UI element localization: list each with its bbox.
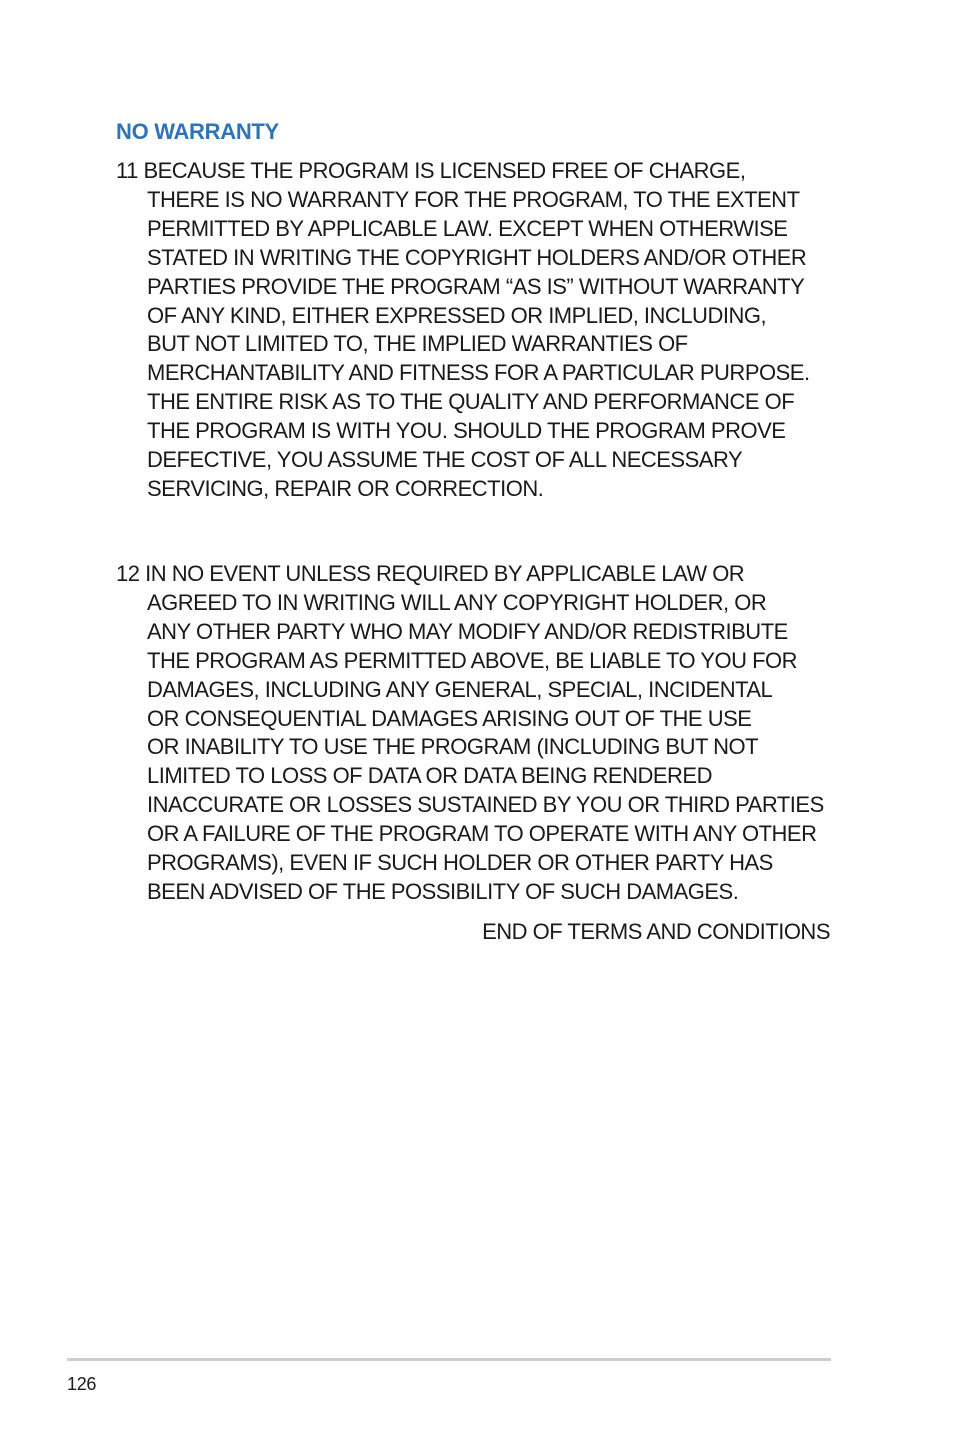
clause-line: BUT NOT LIMITED TO, THE IMPLIED WARRANTIES OF (147, 331, 688, 357)
clause-line: PROGRAMS), EVEN IF SUCH HOLDER OR OTHER PARTY HAS (147, 850, 773, 876)
section-heading: NO WARRANTY (116, 119, 279, 144)
footer-divider (67, 1358, 831, 1361)
clause-line: LIMITED TO LOSS OF DATA OR DATA BEING RENDERED (147, 763, 712, 789)
clause-line: THE PROGRAM IS WITH YOU. SHOULD THE PROGRAM PROVE (147, 418, 786, 444)
clause-line: ANY OTHER PARTY WHO MAY MODIFY AND/OR REDISTRIBUTE (147, 618, 788, 644)
clause-line: AGREED TO IN WRITING WILL ANY COPYRIGHT HOLDER, OR (147, 589, 767, 615)
clause-line: THE PROGRAM AS PERMITTED ABOVE, BE LIABLE TO YOU FOR (147, 647, 798, 673)
clause-line: STATED IN WRITING THE COPYRIGHT HOLDERS AND/OR OTHER (147, 244, 807, 270)
clause-12 (116, 560, 836, 907)
clause-line: THE ENTIRE RISK AS TO THE QUALITY AND PERFORMANCE OF (147, 389, 795, 415)
clause-line: INACCURATE OR LOSSES SUSTAINED BY YOU OR THIRD PARTIES (147, 792, 824, 818)
clause-line: PARTIES PROVIDE THE PROGRAM “AS IS” WITHOUT WARRANTY (147, 273, 805, 299)
clause-line: SERVICING, REPAIR OR CORRECTION. (147, 475, 544, 501)
clause-line: PERMITTED BY APPLICABLE LAW. EXCEPT WHEN OTHERWISE (147, 215, 788, 241)
clause-line: 11 BECAUSE THE PROGRAM IS LICENSED FREE OF CHARGE, (116, 158, 746, 183)
end-of-terms: END OF TERMS AND CONDITIONS (482, 919, 830, 944)
clause-line: DEFECTIVE, YOU ASSUME THE COST OF ALL NECESSARY (147, 447, 743, 473)
clause-line: DAMAGES, INCLUDING ANY GENERAL, SPECIAL, INCIDENTAL (147, 676, 773, 702)
clause-line: OF ANY KIND, EITHER EXPRESSED OR IMPLIED, INCLUDING, (147, 302, 767, 328)
clause-line: 12 IN NO EVENT UNLESS REQUIRED BY APPLICABLE LAW OR (116, 561, 745, 586)
page-number: 126 (67, 1374, 97, 1394)
clause-line: OR CONSEQUENTIAL DAMAGES ARISING OUT OF THE USE (147, 705, 752, 731)
clause-line: OR A FAILURE OF THE PROGRAM TO OPERATE WITH ANY OTHER (147, 821, 817, 847)
clause-line: THERE IS NO WARRANTY FOR THE PROGRAM, TO THE EXTENT (147, 186, 800, 212)
clause-line: BEEN ADVISED OF THE POSSIBILITY OF SUCH DAMAGES. (147, 878, 739, 904)
clause-line: OR INABILITY TO USE THE PROGRAM (INCLUDING BUT NOT (147, 734, 759, 760)
clause-line: MERCHANTABILITY AND FITNESS FOR A PARTICULAR PURPOSE. (147, 360, 810, 386)
clause-11 (116, 157, 836, 504)
